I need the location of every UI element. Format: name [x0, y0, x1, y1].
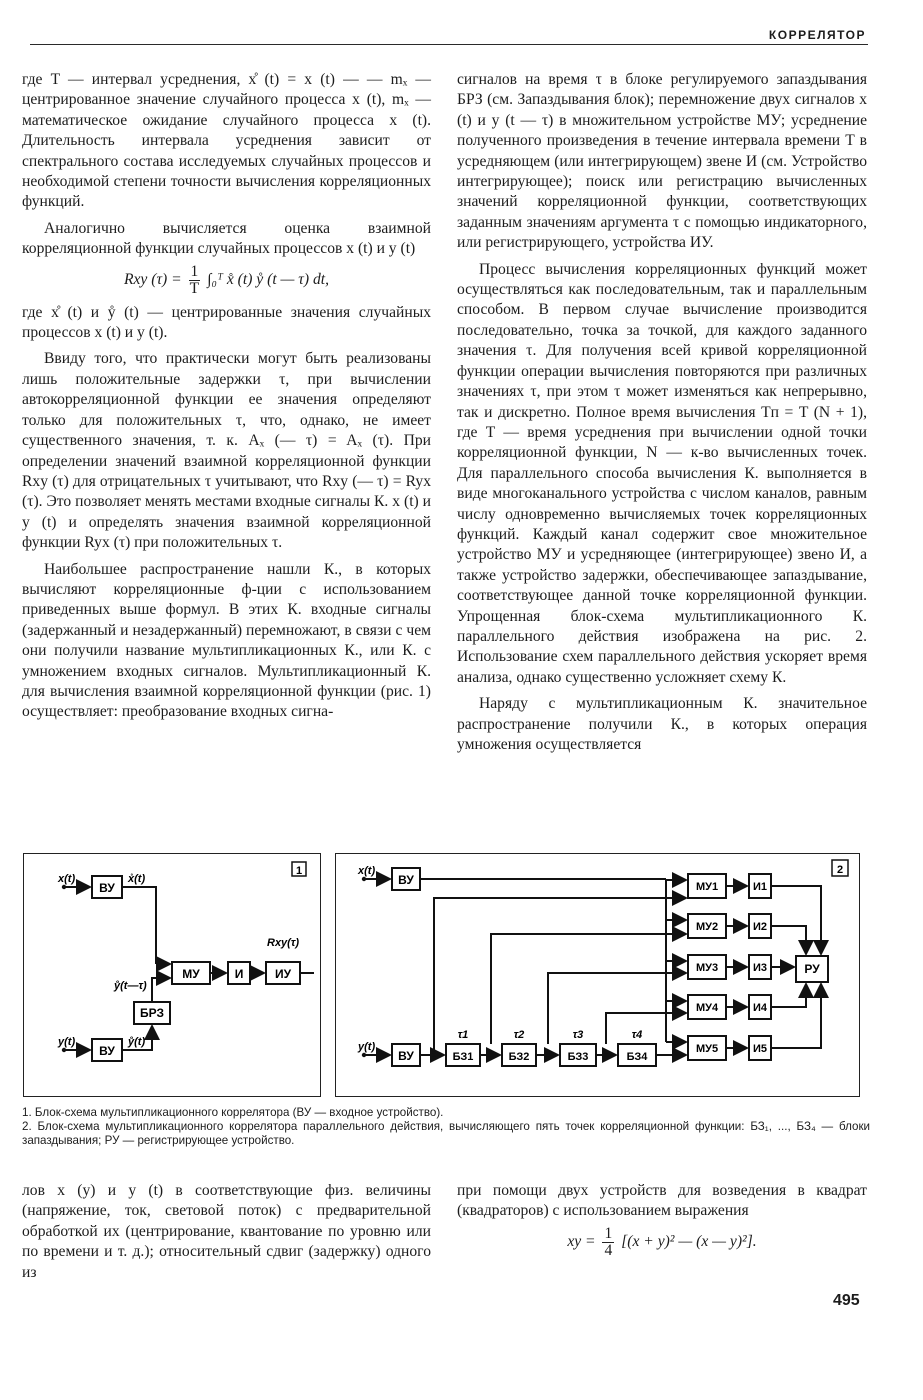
figure-2-i3: И3: [752, 962, 768, 974]
figure-2-input-x: x(t): [358, 865, 376, 877]
formula-lhs: Rxy (τ) =: [123, 270, 182, 288]
formula-denominator: T: [189, 279, 200, 297]
figure-1-input-x: x(t): [58, 873, 76, 885]
figure-2-i5: И5: [752, 1043, 768, 1055]
figure-2-i4: И4: [752, 1002, 768, 1014]
header-rule: [30, 44, 868, 45]
right-paragraph-2: Процесс вычисления корреляционных функций может осуществляться как последовательным, так и параллельным способом. В первом случае вычисление производится последовательно, точка за точкой, для каждого заданного значения τ. Для получения всей кривой корреляционной функции операции вычисления повторяются при различных значениях τ, при этом τ может изменяться как непрерывно, так и дискретно. Полное время вычисления Tп = T (N + 1), где T — время усреднения при вычислении одной точки корреляционной функции, N — к-во вычисленных точек. Для параллельного способа вычисления К. выполняется в виде многоканального устройства с числом каналов, равным числу одновременно вычисляемых точек корреляционных функций. Каждый канал содержит свое множительное устройство МУ и усредняющее (интегрирующее) звено И, а также устройство задержки, обеспечивающее запаздывание, соответствующее данной точке корреляционной функции. Упрощенная блок-схема мультипликационного К. параллельного действия изображена на рис. 2. Использование схем параллельного действия ускоряет время анализа, однако существенно усложняет схему К.: [457, 260, 867, 686]
formula-numerator: 1: [190, 262, 199, 280]
product-formula-numerator: 1: [604, 1224, 613, 1242]
figure-2-diagram: [336, 854, 859, 1096]
running-header: [30, 26, 868, 48]
product-formula-lhs: xy =: [567, 1232, 596, 1250]
bottom-right-column: [457, 1181, 867, 1265]
figure-2-vu-top: ВУ: [398, 873, 414, 887]
figure-2-mu4: МУ4: [695, 1002, 719, 1014]
figure-2-number: 2: [836, 864, 844, 876]
page-number: 495: [833, 1292, 860, 1309]
bottom-right-paragraph: при помощи двух устройств для возведения в квадрат (квадраторов) с использованием выражения: [457, 1182, 867, 1220]
formula-fraction: [189, 264, 201, 297]
figure-2-bz2: БЗ2: [508, 1051, 530, 1063]
figure-1-i: И: [234, 967, 244, 981]
figure-1-iu: ИУ: [274, 967, 292, 981]
left-paragraph-3: где x̊ (t) и ẙ (t) — центрированные значения случайных процессов x (t) и y (t).: [22, 303, 431, 342]
figure-1-vu-top: ВУ: [99, 881, 115, 895]
figure-2-mu5: МУ5: [695, 1043, 719, 1055]
left-paragraph-5: Наибольшее распространение нашли К., в которых вычисляют корреляционные ф-ции с использованием приведенных выше формул. В этих К. входные сигналы (задержанный и незадержанный) перемножают, в связи с чем они получили название мультипликационных К., или К. с умножением входных сигналов. Мультипликационный К. для вычисления взаимной корреляционной функции (рис. 1) осуществляет: преобразование входных сигна-: [22, 560, 431, 721]
left-paragraph-4: Ввиду того, что практически могут быть реализованы лишь положительные задержки τ, при вычислении автокорреляционной функции ее значения определяют только для положительных τ, что, однако, не имеет существенного значения, т. к. Aₓ (— τ) = Aₓ (τ). При определении значений взаимной корреляционной функции Rxy (τ) для отрицательных τ учитывают, что Rxy (— τ) = Ryx (τ). Это позволяет менять местами входные сигналы К. x (t) и y (t) и определять значения взаимной корреляционной функции Ryx (τ) при положительных τ.: [22, 350, 431, 552]
figure-1-vu-bottom: ВУ: [99, 1044, 115, 1058]
product-formula-fraction: [602, 1226, 614, 1259]
right-column: [457, 70, 867, 755]
figure-2-mu2: МУ2: [695, 921, 719, 933]
figure-2: [335, 853, 860, 1097]
formula-integral: ∫₀ᵀ x̊ (t) ẙ (t — τ) dt,: [207, 270, 330, 288]
header-title: КОРРЕЛЯТОР: [763, 28, 866, 42]
figure-2-bz1: БЗ1: [452, 1051, 474, 1063]
figure-1-y-delayed: ẙ(t—τ): [114, 980, 147, 992]
figure-2-bz4: БЗ4: [626, 1051, 648, 1063]
left-column: [22, 70, 431, 723]
right-paragraph-1: сигналов на время τ в блоке регулируемого запаздывания БРЗ (см. Запаздывания блок); перемножение двух сигналов x (t) и y (t — τ) в множительном устройстве МУ; усреднение полученного произведения в течение интервала времени T в усредняющем (или интегрирующем) звене И (см. Устройство интегрирующее); поиск или регистрацию вычисленных значений корреляционной функции, соответствующих заданным значениям аргумента τ с помощью индикаторного, или регистрирующего, устройства ИУ.: [457, 71, 867, 252]
figure-2-mu1: МУ1: [695, 881, 719, 893]
caption-2: 2. Блок-схема мультипликационного коррелятора параллельного действия, вычисляющего пять точек корреляционной функции: БЗ₁, ..., БЗ₄ — блоки запаздывания; РУ — регистрирующее устройство.: [22, 1120, 870, 1147]
figure-1-mu: МУ: [182, 967, 200, 981]
figure-2-i1: И1: [752, 881, 768, 893]
figure-2-junction-dots: [362, 877, 608, 1057]
bottom-left-paragraph: лов x (y) и y (t) в соответствующие физ. величины (напряжение, ток, световой поток) с предварительной обработкой их (центрирование, квантование по уровню или по времени и т. д.); относительный сдвиг (задержку) одного из: [22, 1182, 431, 1281]
figure-2-tau1: τ1: [457, 1029, 469, 1041]
figure-1-brz: БРЗ: [140, 1006, 164, 1020]
figure-2-ru: РУ: [804, 962, 820, 976]
figure-1-y-centered: ẙ(t): [128, 1036, 146, 1048]
figure-2-input-y: y(t): [358, 1041, 376, 1053]
figure-1-number: 1: [295, 865, 303, 877]
bottom-left-column: [22, 1181, 431, 1283]
figure-1-output: Rxy(τ): [267, 937, 300, 949]
product-formula: [457, 1226, 867, 1259]
figure-2-tau4: τ4: [631, 1029, 643, 1041]
right-paragraph-3: Наряду с мультипликационным К. значительное распространение получили К., в которых операция умножения осуществляется: [457, 695, 867, 753]
figure-2-tau3: τ3: [572, 1029, 584, 1041]
correlation-formula: [22, 264, 431, 297]
product-formula-rhs: [(x + y)² — (x — y)²].: [621, 1232, 757, 1250]
figure-1-input-dots: [62, 885, 66, 1052]
figure-2-tau2: τ2: [513, 1029, 525, 1041]
figure-2-vu-bottom: ВУ: [398, 1049, 414, 1063]
figure-1: [23, 853, 321, 1097]
figure-2-mu3: МУ3: [695, 962, 719, 974]
caption-1: 1. Блок-схема мультипликационного коррелятора (ВУ — входное устройство).: [22, 1106, 444, 1119]
left-paragraph-1: где T — интервал усреднения, x̊ (t) = x (t) — — mₓ — центрированное значение случайного процесса x (t), mₓ — математическое ожидание случайного процесса x (t). Длительность интервала усреднения зависит от спектрального состава исследуемых случайных процессов и необходимой степени точности вычисления корреляционных функций.: [22, 71, 431, 211]
figure-1-diagram: [24, 854, 320, 1096]
figure-1-x-centered: x̊(t): [128, 873, 146, 885]
left-paragraph-2: Аналогично вычисляется оценка взаимной корреляционной функции случайных процессов x (t) и y (t): [22, 219, 431, 258]
product-formula-denominator: 4: [604, 1241, 613, 1259]
figure-2-bz3: БЗ3: [567, 1051, 589, 1063]
figure-1-input-y: y(t): [58, 1036, 76, 1048]
figure-2-i2: И2: [752, 921, 768, 933]
figure-captions: [22, 1106, 870, 1148]
